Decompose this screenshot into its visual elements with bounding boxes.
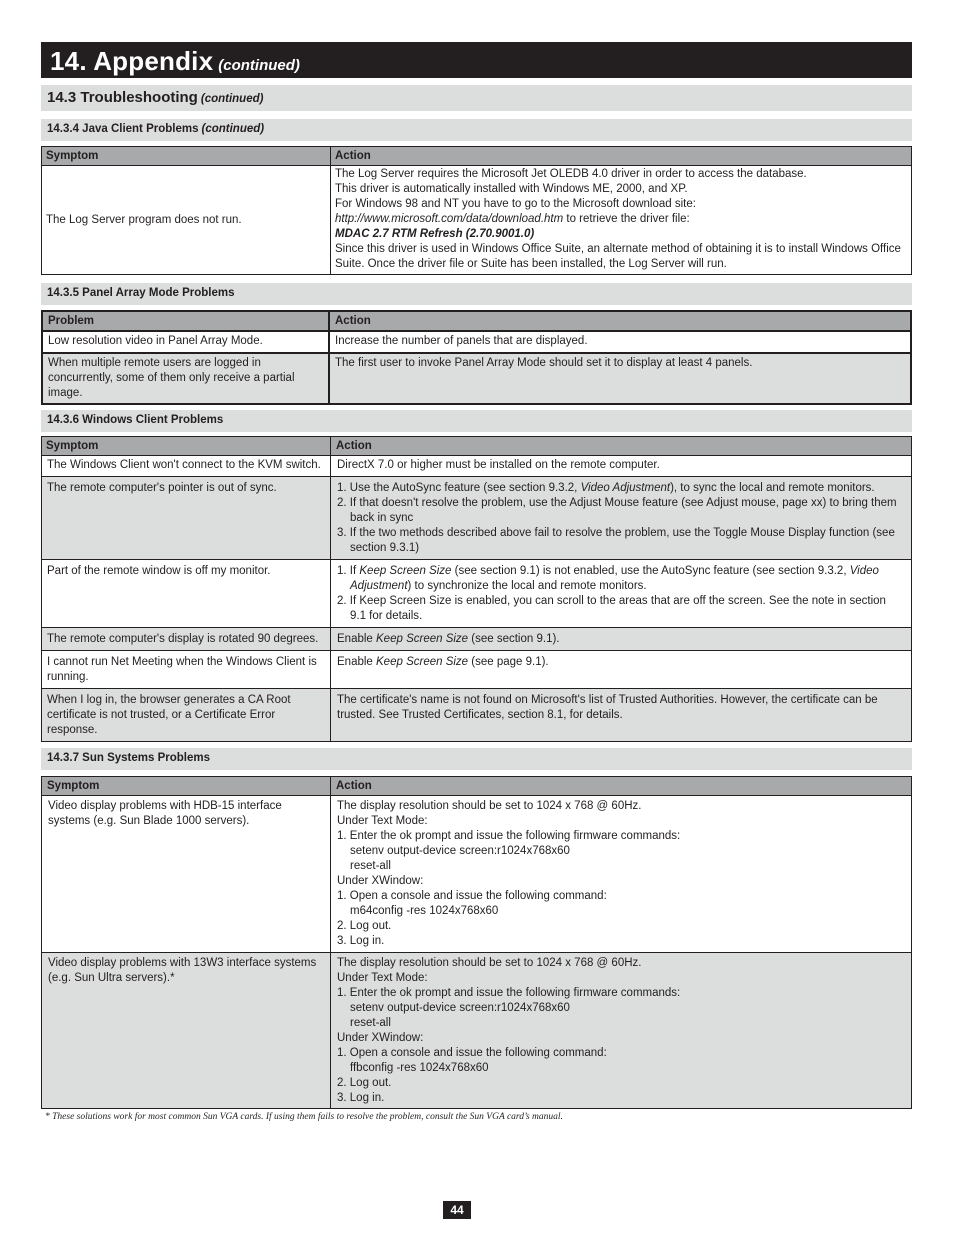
- symptom-cell: Video display problems with 13W3 interface systems (e.g. Sun Ultra servers).*: [42, 953, 331, 1109]
- page-content: [41, 42, 912, 1122]
- action-emphasis: Keep Screen Size: [376, 656, 469, 668]
- symptom-cell: When I log in, the browser generates a CA Root certificate is not trusted, or a Certificate Error response.: [42, 689, 331, 742]
- symptom-cell: The Log Server program does not run.: [42, 166, 331, 275]
- column-header-action: Action: [329, 311, 911, 331]
- driver-file-name: MDAC 2.7 RTM Refresh (2.70.9001.0): [335, 228, 535, 240]
- problem-cell: When multiple remote users are logged in concurrently, some of them only receive a partial image.: [42, 353, 329, 404]
- action-text: Enable: [337, 633, 377, 645]
- problem-cell: Low resolution video in Panel Array Mode.: [42, 331, 329, 353]
- subsection-sun-header: [41, 748, 912, 770]
- table-header-row: [42, 777, 912, 796]
- step-emphasis: Keep Screen Size: [359, 565, 452, 577]
- action-cell: [331, 628, 912, 651]
- column-header-action: Action: [331, 777, 912, 796]
- action-text: Enable: [337, 656, 377, 668]
- table-header-row: [42, 437, 912, 456]
- table-row: [42, 628, 912, 651]
- action-cell: [331, 560, 912, 628]
- subsection-java-header: [41, 119, 912, 141]
- action-cell: The first user to invoke Panel Array Mode should set it to display at least 4 panels.: [329, 353, 911, 404]
- chapter-title: 14. Appendix: [50, 46, 214, 76]
- table-row: [42, 456, 912, 477]
- steps-list: [337, 564, 905, 624]
- table-row: [42, 953, 912, 1109]
- symptom-cell: I cannot run Net Meeting when the Windows Client is running.: [42, 651, 331, 689]
- action-line: Under XWindow:: [337, 875, 424, 887]
- symptom-cell: The remote computer's display is rotated 90 degrees.: [42, 628, 331, 651]
- table-row: [42, 353, 911, 404]
- step-text: 1. If: [337, 565, 360, 577]
- step-emphasis: Video Adjustment: [350, 565, 879, 592]
- action-line: 1. Enter the ok prompt and issue the following firmware commands:: [337, 830, 681, 842]
- column-header-symptom: Symptom: [42, 437, 331, 456]
- step-text: ) to synchronize the local and remote monitors.: [407, 580, 647, 592]
- action-cell: DirectX 7.0 or higher must be installed on the remote computer.: [331, 456, 912, 477]
- step-text: (see section 9.1) is not enabled, use the AutoSync feature (see section 9.3.2,: [451, 565, 850, 577]
- column-header-symptom: Symptom: [42, 777, 331, 796]
- subsection-windows-header: [41, 410, 912, 432]
- section-title: 14.3 Troubleshooting: [47, 89, 198, 106]
- page-number: 44: [443, 1201, 471, 1219]
- action-cell: The certificate's name is not found on Microsoft's list of Trusted Authorities. However, the certificate can be trusted. See Trusted Certificates, section 8.1, for details.: [331, 689, 912, 742]
- chapter-header: [41, 42, 912, 78]
- table-header-row: [42, 311, 911, 331]
- action-line: For Windows 98 and NT you have to go to the Microsoft download site:: [335, 198, 696, 210]
- action-line: Under XWindow:: [337, 1032, 424, 1044]
- action-cell: [331, 953, 912, 1109]
- list-item: [337, 564, 905, 594]
- action-cell: [331, 166, 912, 275]
- action-line: This driver is automatically installed with Windows ME, 2000, and XP.: [335, 183, 688, 195]
- list-item: 3. If the two methods described above fail to resolve the problem, use the Toggle Mouse Display function (see section 9.3.1): [337, 527, 895, 554]
- panel-array-table: [41, 310, 912, 405]
- subsection-sun-title: 14.3.7 Sun Systems Problems: [47, 752, 210, 764]
- table-row: [42, 689, 912, 742]
- command-line: setenv output-device screen:r1024x768x60: [350, 1002, 570, 1014]
- sun-systems-table: [41, 776, 912, 1109]
- download-url-link[interactable]: http://www.microsoft.com/data/download.htm: [335, 213, 564, 225]
- command-line: reset-all: [350, 860, 391, 872]
- symptom-cell: Part of the remote window is off my monitor.: [42, 560, 331, 628]
- action-line: 1. Enter the ok prompt and issue the following firmware commands:: [337, 987, 681, 999]
- action-text: (see page 9.1).: [468, 656, 549, 668]
- action-line: 2. Log out.: [337, 920, 392, 932]
- list-item: [337, 481, 905, 496]
- chapter-continued: (continued): [218, 57, 300, 74]
- action-text: (see section 9.1).: [468, 633, 560, 645]
- step-emphasis: Video Adjustment: [580, 482, 671, 494]
- column-header-problem: Problem: [42, 311, 329, 331]
- section-continued: (continued): [200, 93, 264, 105]
- symptom-cell: The Windows Client won't connect to the KVM switch.: [42, 456, 331, 477]
- table-header-row: [42, 147, 912, 166]
- action-line: The Log Server requires the Microsoft Jet OLEDB 4.0 driver in order to access the database.: [335, 168, 807, 180]
- action-line: 3. Log in.: [337, 1092, 385, 1104]
- command-line: ffbconfig -res 1024x768x60: [350, 1062, 489, 1074]
- action-line: 1. Open a console and issue the following command:: [337, 1047, 607, 1059]
- action-line: Since this driver is used in Windows Office Suite, an alternate method of obtaining it is to install Windows Office Suite. Once the driver file or Suite has been installed, the Log Server will run.: [335, 243, 901, 270]
- action-text: to retrieve the driver file:: [563, 213, 690, 225]
- command-line: reset-all: [350, 1017, 391, 1029]
- action-cell: [331, 651, 912, 689]
- column-header-action: Action: [331, 147, 912, 166]
- list-item: 2. If Keep Screen Size is enabled, you can scroll to the areas that are off the screen. See the note in section 9.1 for details.: [337, 595, 886, 622]
- action-line: Under Text Mode:: [337, 972, 428, 984]
- section-header: [41, 85, 912, 111]
- windows-client-table: [41, 436, 912, 742]
- action-line: The display resolution should be set to 1024 x 768 @ 60Hz.: [337, 800, 642, 812]
- action-line: 1. Open a console and issue the following command:: [337, 890, 607, 902]
- subsection-java-title: 14.3.4 Java Client Problems: [47, 123, 199, 135]
- steps-list: [337, 481, 905, 556]
- table-row: [42, 560, 912, 628]
- action-line: 2. Log out.: [337, 1077, 392, 1089]
- java-problems-table: [41, 146, 912, 275]
- subsection-panel-title: 14.3.5 Panel Array Mode Problems: [47, 287, 235, 299]
- table-row: [42, 166, 912, 275]
- action-emphasis: Keep Screen Size: [376, 633, 469, 645]
- command-line: m64config -res 1024x768x60: [350, 905, 499, 917]
- action-line: [335, 212, 905, 227]
- footnote: * These solutions work for most common Sun VGA cards. If using them fails to resolve the problem, consult the Sun VGA card’s manual.: [45, 1112, 563, 1122]
- action-cell: Increase the number of panels that are displayed.: [329, 331, 911, 353]
- list-item: 2. If that doesn't resolve the problem, use the Adjust Mouse feature (see Adjust mouse, page xx) to bring them back in sync: [337, 497, 897, 524]
- action-line: The display resolution should be set to 1024 x 768 @ 60Hz.: [337, 957, 642, 969]
- action-cell: [331, 477, 912, 560]
- column-header-symptom: Symptom: [42, 147, 331, 166]
- step-text: ), to sync the local and remote monitors.: [670, 482, 875, 494]
- action-cell: [331, 796, 912, 953]
- subsection-panel-header: [41, 283, 912, 305]
- column-header-action: Action: [331, 437, 912, 456]
- step-text: 1. Use the AutoSync feature (see section 9.3.2,: [337, 482, 581, 494]
- symptom-cell: The remote computer's pointer is out of sync.: [42, 477, 331, 560]
- action-line: Under Text Mode:: [337, 815, 428, 827]
- action-line: 3. Log in.: [337, 935, 385, 947]
- symptom-cell: Video display problems with HDB-15 interface systems (e.g. Sun Blade 1000 servers).: [42, 796, 331, 953]
- subsection-java-continued: (continued): [201, 123, 265, 135]
- subsection-windows-title: 14.3.6 Windows Client Problems: [47, 414, 224, 426]
- command-line: setenv output-device screen:r1024x768x60: [350, 845, 570, 857]
- table-row: [42, 651, 912, 689]
- table-row: [42, 331, 911, 353]
- table-row: [42, 796, 912, 953]
- table-row: [42, 477, 912, 560]
